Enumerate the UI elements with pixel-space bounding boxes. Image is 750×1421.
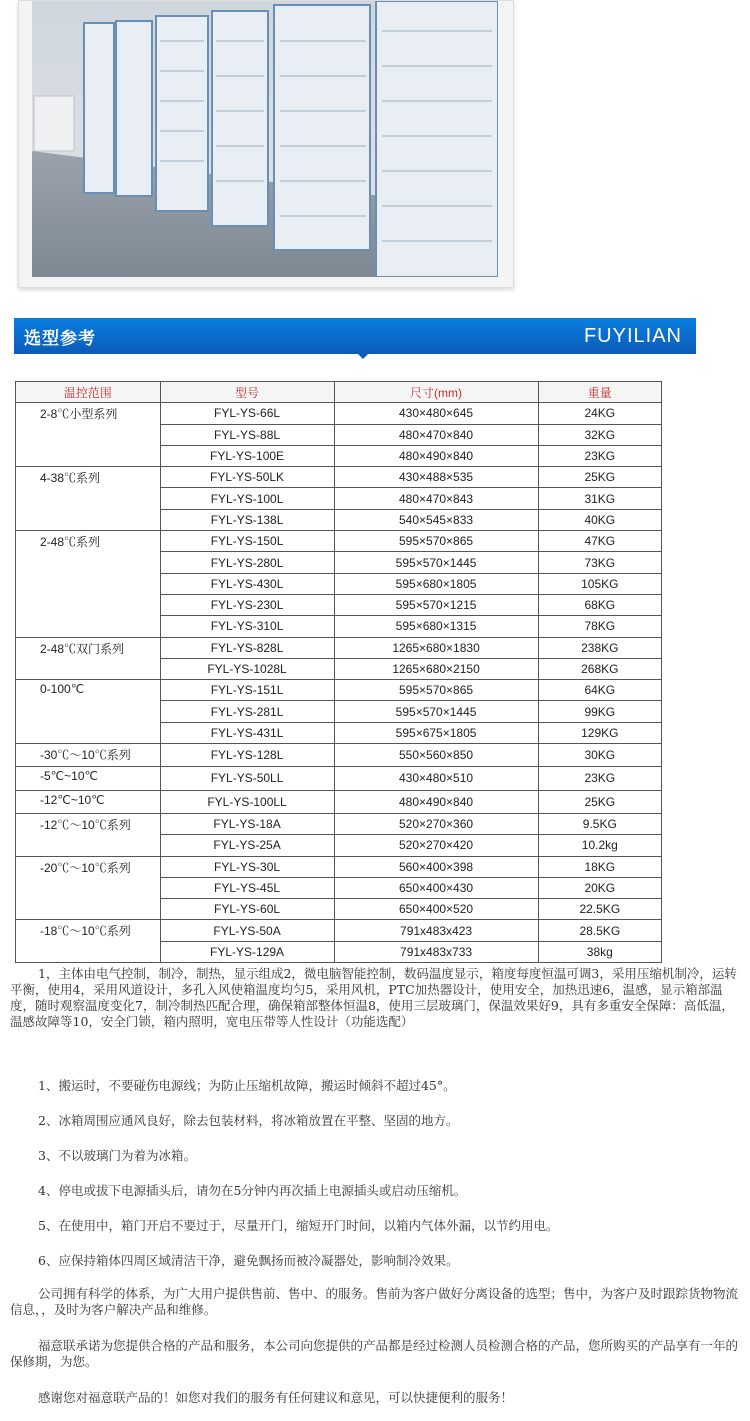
size-cell: 650×400×520 xyxy=(334,899,538,920)
model-cell: FYL-YS-25A xyxy=(160,835,334,856)
product-photo xyxy=(18,0,514,288)
note-6: 6、应保持箱体四周区域清洁干净，避免飘扬而被冷凝器处，影响制冷效果。 xyxy=(38,1253,459,1268)
weight-cell: 25KG xyxy=(538,790,661,813)
model-cell: FYL-YS-431L xyxy=(160,722,334,743)
banner-brand: FUYILIAN xyxy=(583,325,682,347)
model-cell: FYL-YS-100LL xyxy=(160,790,334,813)
header-weight: 重量 xyxy=(538,382,661,403)
table-row xyxy=(16,637,662,658)
table-row xyxy=(16,856,662,877)
model-cell: FYL-YS-100E xyxy=(160,445,334,466)
weight-cell: 28.5KG xyxy=(538,920,661,941)
model-cell: FYL-YS-50LK xyxy=(160,467,334,488)
weight-cell: 10.2kg xyxy=(538,835,661,856)
weight-cell: 22.5KG xyxy=(538,899,661,920)
size-cell: 1265×680×2150 xyxy=(334,658,538,679)
category-cell: 0-100℃ xyxy=(16,680,161,744)
weight-cell: 30KG xyxy=(538,744,661,767)
weight-cell: 47KG xyxy=(538,531,661,552)
size-cell: 480×470×840 xyxy=(334,424,538,445)
weight-cell: 73KG xyxy=(538,552,661,573)
table-row xyxy=(16,920,662,941)
header-size: 尺寸(mm) xyxy=(334,382,538,403)
size-cell: 595×680×1315 xyxy=(334,616,538,637)
category-cell: -12℃~10℃ xyxy=(16,790,161,813)
table-row xyxy=(16,531,662,552)
weight-cell: 105KG xyxy=(538,573,661,594)
category-cell: -20℃～10℃系列 xyxy=(16,856,161,920)
model-cell: FYL-YS-100L xyxy=(160,488,334,509)
model-cell: FYL-YS-50A xyxy=(160,920,334,941)
size-cell: 480×470×843 xyxy=(334,488,538,509)
weight-cell: 18KG xyxy=(538,856,661,877)
size-cell: 480×490×840 xyxy=(334,445,538,466)
model-cell: FYL-YS-18A xyxy=(160,813,334,834)
model-cell: FYL-YS-128L xyxy=(160,744,334,767)
weight-cell: 129KG xyxy=(538,722,661,743)
banner-title: 选型参考 xyxy=(24,329,96,349)
size-cell: 791x483x733 xyxy=(334,941,538,962)
weight-cell: 25KG xyxy=(538,467,661,488)
category-cell: -18℃～10℃系列 xyxy=(16,920,161,963)
table-row xyxy=(16,744,662,767)
model-cell: FYL-YS-30L xyxy=(160,856,334,877)
weight-cell: 24KG xyxy=(538,403,661,424)
size-cell: 540×545×833 xyxy=(334,509,538,530)
model-cell: FYL-YS-280L xyxy=(160,552,334,573)
note-1: 1、搬运时，不要碰伤电源线；为防止压缩机故障，搬运时倾斜不超过45°。 xyxy=(38,1078,456,1093)
size-cell: 550×560×850 xyxy=(334,744,538,767)
section-banner xyxy=(14,318,696,353)
refrigerators-image xyxy=(32,1,498,277)
banner-underline xyxy=(14,352,696,354)
table-row xyxy=(16,813,662,834)
category-cell: -30℃～10℃系列 xyxy=(16,744,161,767)
table-row xyxy=(16,680,662,701)
spec-table xyxy=(15,381,662,963)
category-cell: -5℃~10℃ xyxy=(16,767,161,790)
weight-cell: 99KG xyxy=(538,701,661,722)
size-cell: 595×570×1215 xyxy=(334,594,538,615)
model-cell: FYL-YS-1028L xyxy=(160,658,334,679)
header-range: 温控范围 xyxy=(16,382,161,403)
size-cell: 430×480×510 xyxy=(334,767,538,790)
size-cell: 595×680×1805 xyxy=(334,573,538,594)
model-cell: FYL-YS-430L xyxy=(160,573,334,594)
size-cell: 595×675×1805 xyxy=(334,722,538,743)
service-paragraph: 公司拥有科学的体系，为广大用户提供售前、售中、的服务。售前为客户做好分离设备的选型；售中，为客户及时跟踪货物物流信息，，及时为客户解决产品和维修。 xyxy=(10,1286,739,1317)
feature-paragraph: 1，主体由电气控制，制冷，制热，显示组成2，微电脑智能控制，数码温度显示，箱度每度恒温可调3，采用压缩机制冷，运转平衡，使用4，采用风道设计，多孔入风使箱温度均匀5，采用风机，PTC加热器设计，使用安全，加热迅速6，温感，显示箱部温度，随时观察温度变化7，制冷制热匹配合理，确保箱部整体恒温8，使用三层玻璃门，保温效果好9，具有多重安全保障：高低温，温感故障等10，安全门锁，箱内照明，宽电压带等人性设计（功能选配） xyxy=(10,966,737,1029)
model-cell: FYL-YS-281L xyxy=(160,701,334,722)
weight-cell: 23KG xyxy=(538,767,661,790)
category-cell: 2-48℃系列 xyxy=(16,531,161,637)
model-cell: FYL-YS-88L xyxy=(160,424,334,445)
size-cell: 430×488×535 xyxy=(334,467,538,488)
category-cell: 2-48℃双门系列 xyxy=(16,637,161,680)
size-cell: 595×570×1445 xyxy=(334,552,538,573)
model-cell: FYL-YS-230L xyxy=(160,594,334,615)
weight-cell: 32KG xyxy=(538,424,661,445)
table-row xyxy=(16,767,662,790)
note-5: 5、在使用中，箱门开启不要过于，尽量开门，缩短开门时间，以箱内气体外漏，以节约用电。 xyxy=(38,1218,559,1233)
model-cell: FYL-YS-138L xyxy=(160,509,334,530)
weight-cell: 40KG xyxy=(538,509,661,530)
thanks-paragraph: 感谢您对福意联产品的！如您对我们的服务有任何建议和意见，可以快捷便利的服务！ xyxy=(38,1390,514,1405)
table-body xyxy=(16,403,662,963)
weight-cell: 23KG xyxy=(538,445,661,466)
category-cell: 4-38℃系列 xyxy=(16,467,161,531)
warranty-paragraph: 福意联承诺为您提供合格的产品和服务，本公司向您提供的产品都是经过检测人员检测合格的产品，您所购买的产品享有一年的保修期，为您。 xyxy=(10,1338,739,1369)
weight-cell: 31KG xyxy=(538,488,661,509)
model-cell: FYL-YS-66L xyxy=(160,403,334,424)
model-cell: FYL-YS-50LL xyxy=(160,767,334,790)
weight-cell: 20KG xyxy=(538,877,661,898)
table-row xyxy=(16,403,662,424)
model-cell: FYL-YS-310L xyxy=(160,616,334,637)
note-2: 2、冰箱周围应通风良好，除去包装材料，将冰箱放置在平整、坚固的地方。 xyxy=(38,1113,459,1128)
weight-cell: 78KG xyxy=(538,616,661,637)
category-cell: -12℃～10℃系列 xyxy=(16,813,161,856)
size-cell: 595×570×1445 xyxy=(334,701,538,722)
note-4: 4、停电或拔下电源插头后，请勿在5分钟内再次插上电源插头或启动压缩机。 xyxy=(38,1183,467,1198)
weight-cell: 38kg xyxy=(538,941,661,962)
size-cell: 520×270×360 xyxy=(334,813,538,834)
size-cell: 595×570×865 xyxy=(334,680,538,701)
table-header-row xyxy=(16,382,662,403)
weight-cell: 64KG xyxy=(538,680,661,701)
size-cell: 480×490×840 xyxy=(334,790,538,813)
weight-cell: 68KG xyxy=(538,594,661,615)
size-cell: 430×480×645 xyxy=(334,403,538,424)
note-3: 3、不以玻璃门为着为冰箱。 xyxy=(38,1148,196,1163)
model-cell: FYL-YS-151L xyxy=(160,680,334,701)
size-cell: 650×400×430 xyxy=(334,877,538,898)
header-model: 型号 xyxy=(160,382,334,403)
weight-cell: 238KG xyxy=(538,637,661,658)
table-row xyxy=(16,790,662,813)
size-cell: 520×270×420 xyxy=(334,835,538,856)
model-cell: FYL-YS-828L xyxy=(160,637,334,658)
weight-cell: 268KG xyxy=(538,658,661,679)
category-cell: 2-8℃小型系列 xyxy=(16,403,161,467)
weight-cell: 9.5KG xyxy=(538,813,661,834)
size-cell: 560×400×398 xyxy=(334,856,538,877)
model-cell: FYL-YS-60L xyxy=(160,899,334,920)
size-cell: 595×570×865 xyxy=(334,531,538,552)
model-cell: FYL-YS-129A xyxy=(160,941,334,962)
size-cell: 1265×680×1830 xyxy=(334,637,538,658)
model-cell: FYL-YS-45L xyxy=(160,877,334,898)
model-cell: FYL-YS-150L xyxy=(160,531,334,552)
table-row xyxy=(16,467,662,488)
size-cell: 791x483x423 xyxy=(334,920,538,941)
